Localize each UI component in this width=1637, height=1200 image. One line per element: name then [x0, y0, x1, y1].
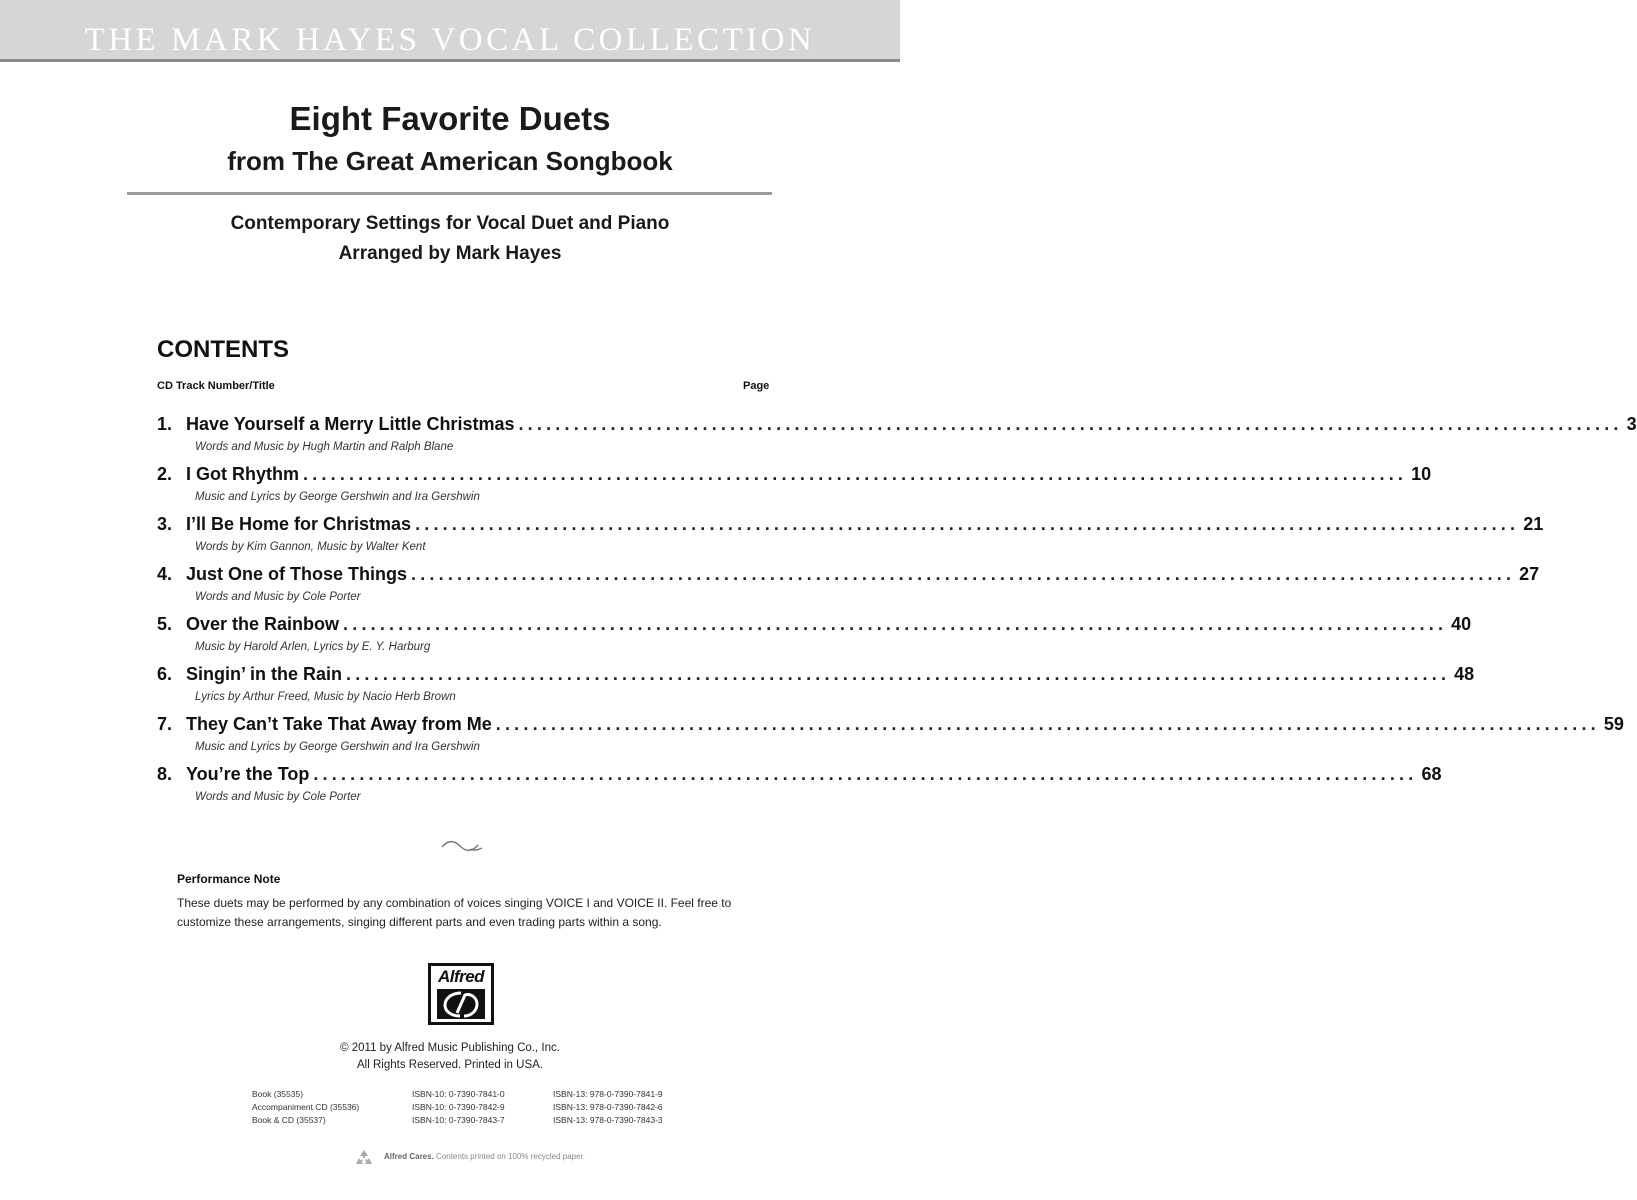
alfred-emblem-icon: [437, 989, 485, 1019]
column-header-page: Page: [743, 380, 770, 392]
page-number: 21: [1523, 514, 1544, 534]
song-credit: Words and Music by Cole Porter: [195, 791, 361, 803]
song-title: They Can’t Take That Away from Me: [186, 714, 492, 734]
track-number: 2.: [157, 464, 173, 484]
song-credit: Music by Harold Arlen, Lyrics by E. Y. Harburg: [195, 641, 431, 653]
song-credit: Words and Music by Cole Porter: [195, 591, 361, 603]
cares-brand: Alfred Cares.: [384, 1152, 434, 1161]
song-title: I Got Rhythm: [186, 464, 300, 484]
dot-leader: ........................................................................................................................: [343, 614, 1448, 634]
song-credit: Words by Kim Gannon, Music by Walter Kent: [195, 541, 426, 553]
isbn10: ISBN-10: 0-7390-7842-9: [412, 1102, 505, 1112]
book-title: Eight Favorite Duets: [289, 100, 611, 137]
isbn10: ISBN-10: 0-7390-7843-7: [412, 1115, 505, 1125]
toc-entry[interactable]: [157, 764, 1442, 814]
toc-entry[interactable]: [157, 614, 1472, 664]
page-number: 10: [1411, 464, 1432, 484]
title-divider: [127, 192, 772, 195]
dot-leader: ........................................................................................................................: [495, 714, 1600, 734]
page-number: 68: [1421, 764, 1442, 784]
page-number: 3: [1626, 414, 1637, 434]
isbn13: ISBN-13: 978-0-7390-7843-3: [553, 1115, 663, 1125]
toc-entry[interactable]: [157, 664, 1475, 714]
track-number: 1.: [157, 414, 173, 434]
page-number: 48: [1454, 664, 1475, 684]
song-title: You’re the Top: [186, 764, 310, 784]
track-number: 3.: [157, 514, 173, 534]
product-name: Book & CD (35537): [252, 1115, 326, 1125]
isbn13-list: [553, 1088, 663, 1127]
page-number: 59: [1603, 714, 1624, 734]
alfred-logo: [428, 963, 494, 1025]
song-credit: Lyrics by Arthur Freed, Music by Nacio Herb Brown: [195, 691, 456, 703]
series-title: THE MARK HAYES VOCAL COLLECTION: [84, 22, 816, 58]
toc-entry[interactable]: [157, 564, 1540, 614]
arranger: Arranged by Mark Hayes: [338, 243, 562, 264]
track-number: 8.: [157, 764, 173, 784]
product-name: Book (35535): [252, 1089, 304, 1099]
song-credit: Music and Lyrics by George Gershwin and Ira Gershwin: [195, 741, 480, 753]
toc-entry[interactable]: [157, 514, 1544, 564]
dot-leader: ........................................................................................................................: [303, 464, 1408, 484]
book-title-line2: from The Great American Songbook: [227, 146, 673, 176]
series-banner: [0, 0, 900, 62]
product-list: [252, 1088, 359, 1127]
dot-leader: ........................................................................................................................: [518, 414, 1623, 434]
song-title: Have Yourself a Merry Little Christmas: [186, 414, 515, 434]
alfred-cares-note: [384, 1152, 585, 1161]
track-number: 7.: [157, 714, 173, 734]
column-header-title: CD Track Number/Title: [157, 380, 275, 392]
isbn10: ISBN-10: 0-7390-7841-0: [412, 1089, 505, 1099]
toc-entry[interactable]: [157, 714, 1624, 764]
toc-entry[interactable]: [157, 464, 1432, 514]
track-number: 4.: [157, 564, 173, 584]
performance-note-heading: Performance Note: [177, 872, 281, 886]
dot-leader: ........................................................................................................................: [411, 564, 1516, 584]
song-credit: Music and Lyrics by George Gershwin and Ira Gershwin: [195, 491, 480, 503]
contents-heading: CONTENTS: [157, 336, 289, 363]
copyright-line: © 2011 by Alfred Music Publishing Co., Inc.: [340, 1042, 560, 1054]
cares-text: Contents printed on 100% recycled paper.: [436, 1152, 586, 1161]
page-number: 40: [1451, 614, 1472, 634]
song-title: Just One of Those Things: [186, 564, 408, 584]
song-credit: Words and Music by Hugh Martin and Ralph Blane: [195, 441, 454, 453]
isbn13: ISBN-13: 978-0-7390-7842-6: [553, 1102, 663, 1112]
song-title: I’ll Be Home for Christmas: [186, 514, 412, 534]
dot-leader: ........................................................................................................................: [415, 514, 1520, 534]
page-number: 27: [1519, 564, 1540, 584]
rights-line: All Rights Reserved. Printed in USA.: [357, 1059, 543, 1071]
subtitle: Contemporary Settings for Vocal Duet and Piano: [230, 213, 670, 234]
song-title: Singin’ in the Rain: [186, 664, 343, 684]
track-number: 5.: [157, 614, 173, 634]
dot-leader: ........................................................................................................................: [313, 764, 1418, 784]
dot-leader: ........................................................................................................................: [346, 664, 1451, 684]
isbn13: ISBN-13: 978-0-7390-7841-9: [553, 1089, 663, 1099]
isbn10-list: [412, 1088, 505, 1127]
toc-entry[interactable]: [157, 414, 1637, 464]
flourish-ornament-icon: [440, 838, 484, 854]
performance-note-text: These duets may be performed by any combination of voices singing VOICE I and VOICE II. Feel free to customize these arrangements, singing different parts and even trading parts within a song.: [177, 896, 732, 929]
table-of-contents: [157, 414, 1637, 814]
recycle-icon: [352, 1147, 376, 1171]
track-number: 6.: [157, 664, 173, 684]
song-title: Over the Rainbow: [186, 614, 340, 634]
logo-wordmark: Alfred: [437, 967, 485, 986]
product-name: Accompaniment CD (35536): [252, 1102, 360, 1112]
